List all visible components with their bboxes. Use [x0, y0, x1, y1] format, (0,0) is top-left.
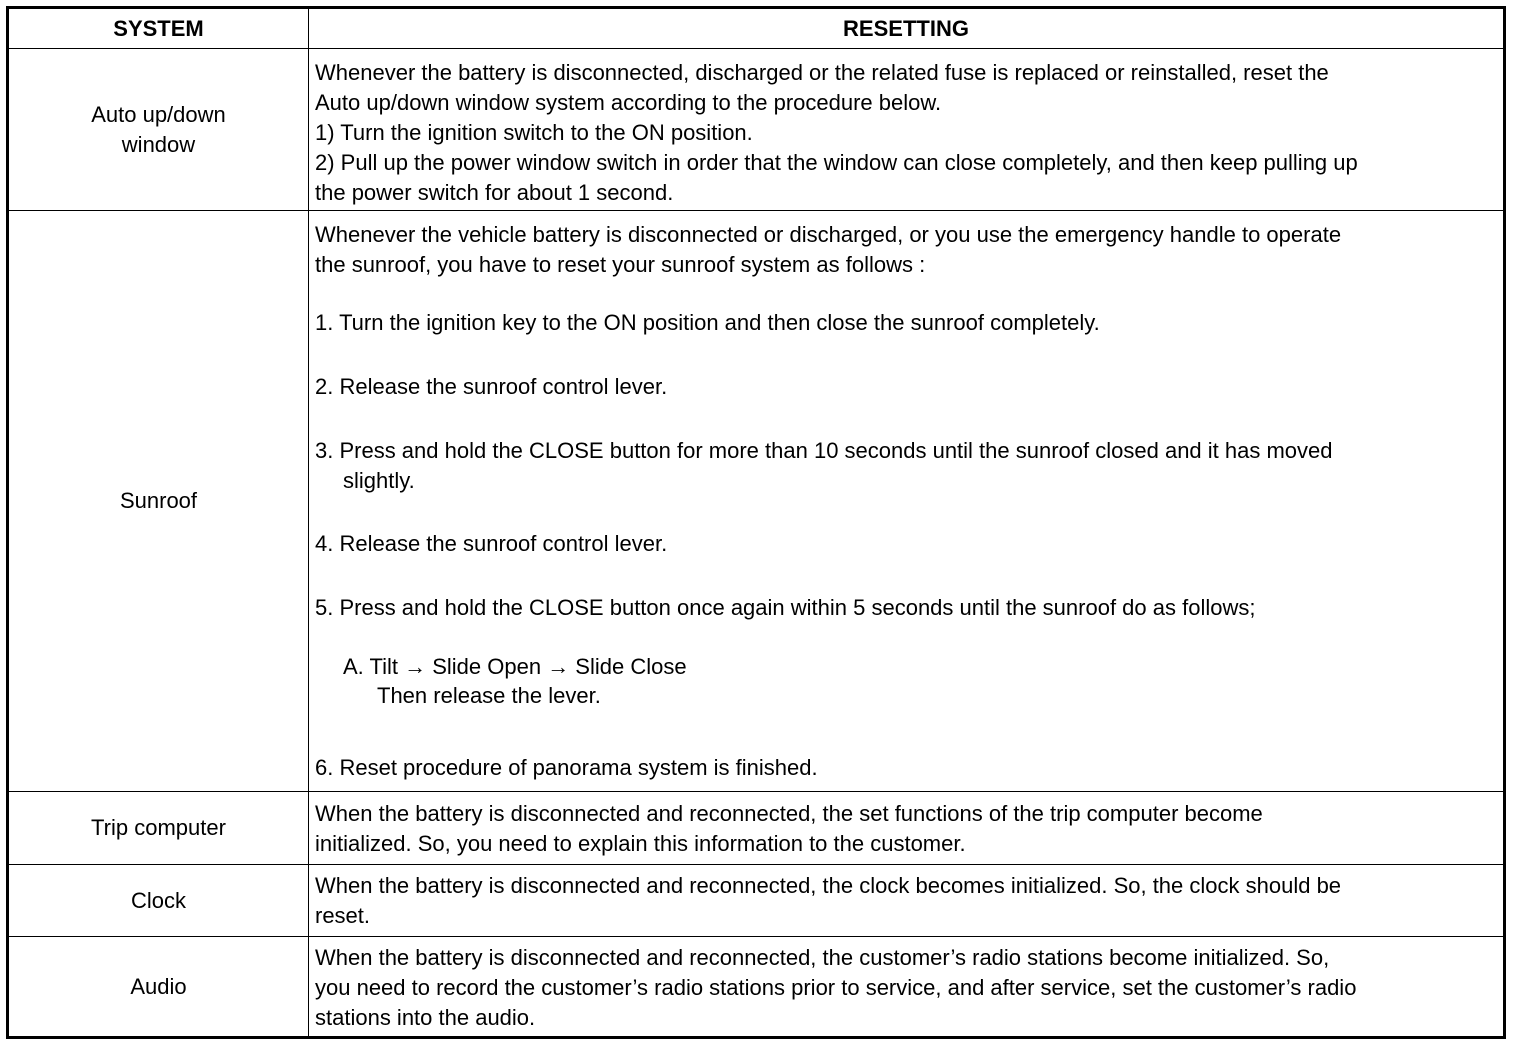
system-cell	[9, 937, 309, 1036]
table-header-row	[9, 9, 1503, 49]
header-system: SYSTEM	[9, 9, 309, 48]
header-resetting: RESETTING	[843, 15, 969, 41]
resetting-step-2: 2. Release the sunroof control lever.	[315, 374, 668, 399]
resetting-substep-a: A. Tilt → Slide Open → Slide Close	[343, 654, 687, 679]
resetting-cell	[309, 792, 1503, 864]
system-cell	[9, 792, 309, 864]
resetting-step-1: 1. Turn the ignition key to the ON position and then close the sunroof completely.	[315, 310, 1100, 335]
resetting-intro: Whenever the vehicle battery is disconnected or discharged, or you use the emergency handle to operate	[315, 222, 1342, 247]
resetting-text: When the battery is disconnected and reconnected, the set functions of the trip computer become	[315, 801, 1263, 826]
resetting-text: When the battery is disconnected and reconnected, the customer’s radio stations become initialized. So,	[315, 945, 1330, 970]
resetting-text: Whenever the battery is disconnected, discharged or the related fuse is replaced or reinstalled, reset the	[315, 60, 1329, 85]
resetting-step: 1) Turn the ignition switch to the ON position.	[315, 120, 753, 145]
table-row-trip-computer	[9, 792, 1503, 865]
resetting-cell	[309, 211, 1503, 791]
system-label: Clock	[130, 887, 186, 913]
resetting-cell	[309, 865, 1503, 936]
resetting-step-3-cont: slightly.	[343, 468, 415, 493]
resetting-text: Auto up/down window system according to the procedure below.	[315, 90, 942, 115]
resetting-text: you need to record the customer’s radio stations prior to service, and after service, set the customer’s radio	[315, 975, 1357, 1000]
resetting-table	[6, 6, 1506, 1039]
resetting-text: When the battery is disconnected and reconnected, the clock becomes initialized. So, the clock should be	[315, 873, 1342, 898]
system-label: Auto up/down	[91, 101, 226, 127]
resetting-text: reset.	[315, 903, 371, 928]
resetting-cell	[309, 49, 1503, 210]
system-label: Sunroof	[119, 488, 198, 513]
table-row-clock	[9, 865, 1503, 937]
resetting-cell	[309, 937, 1503, 1036]
resetting-step-5: 5. Press and hold the CLOSE button once again within 5 seconds until the sunroof do as follows;	[315, 595, 1256, 620]
table-row-auto-window	[9, 49, 1503, 211]
resetting-text: stations into the audio.	[315, 1005, 536, 1030]
resetting-substep-a-cont: Then release the lever.	[377, 683, 601, 708]
system-label: Trip computer	[91, 815, 226, 840]
resetting-text: the power switch for about 1 second.	[315, 180, 674, 205]
system-cell	[9, 865, 309, 936]
system-label: Audio	[130, 973, 187, 999]
resetting-intro: the sunroof, you have to reset your sunroof system as follows :	[315, 252, 926, 277]
system-label: window	[121, 131, 196, 157]
system-cell	[9, 49, 309, 210]
table-row-audio	[9, 937, 1503, 1036]
resetting-step-3: 3. Press and hold the CLOSE button for more than 10 seconds until the sunroof closed and it has moved	[315, 438, 1333, 463]
resetting-step-4: 4. Release the sunroof control lever.	[315, 531, 668, 556]
system-cell	[9, 211, 309, 791]
resetting-step-6: 6. Reset procedure of panorama system is finished.	[315, 755, 818, 780]
table-row-sunroof	[9, 211, 1503, 792]
resetting-step: 2) Pull up the power window switch in order that the window can close completely, and then keep pulling up	[315, 150, 1358, 175]
resetting-text: initialized. So, you need to explain this information to the customer.	[315, 831, 966, 856]
